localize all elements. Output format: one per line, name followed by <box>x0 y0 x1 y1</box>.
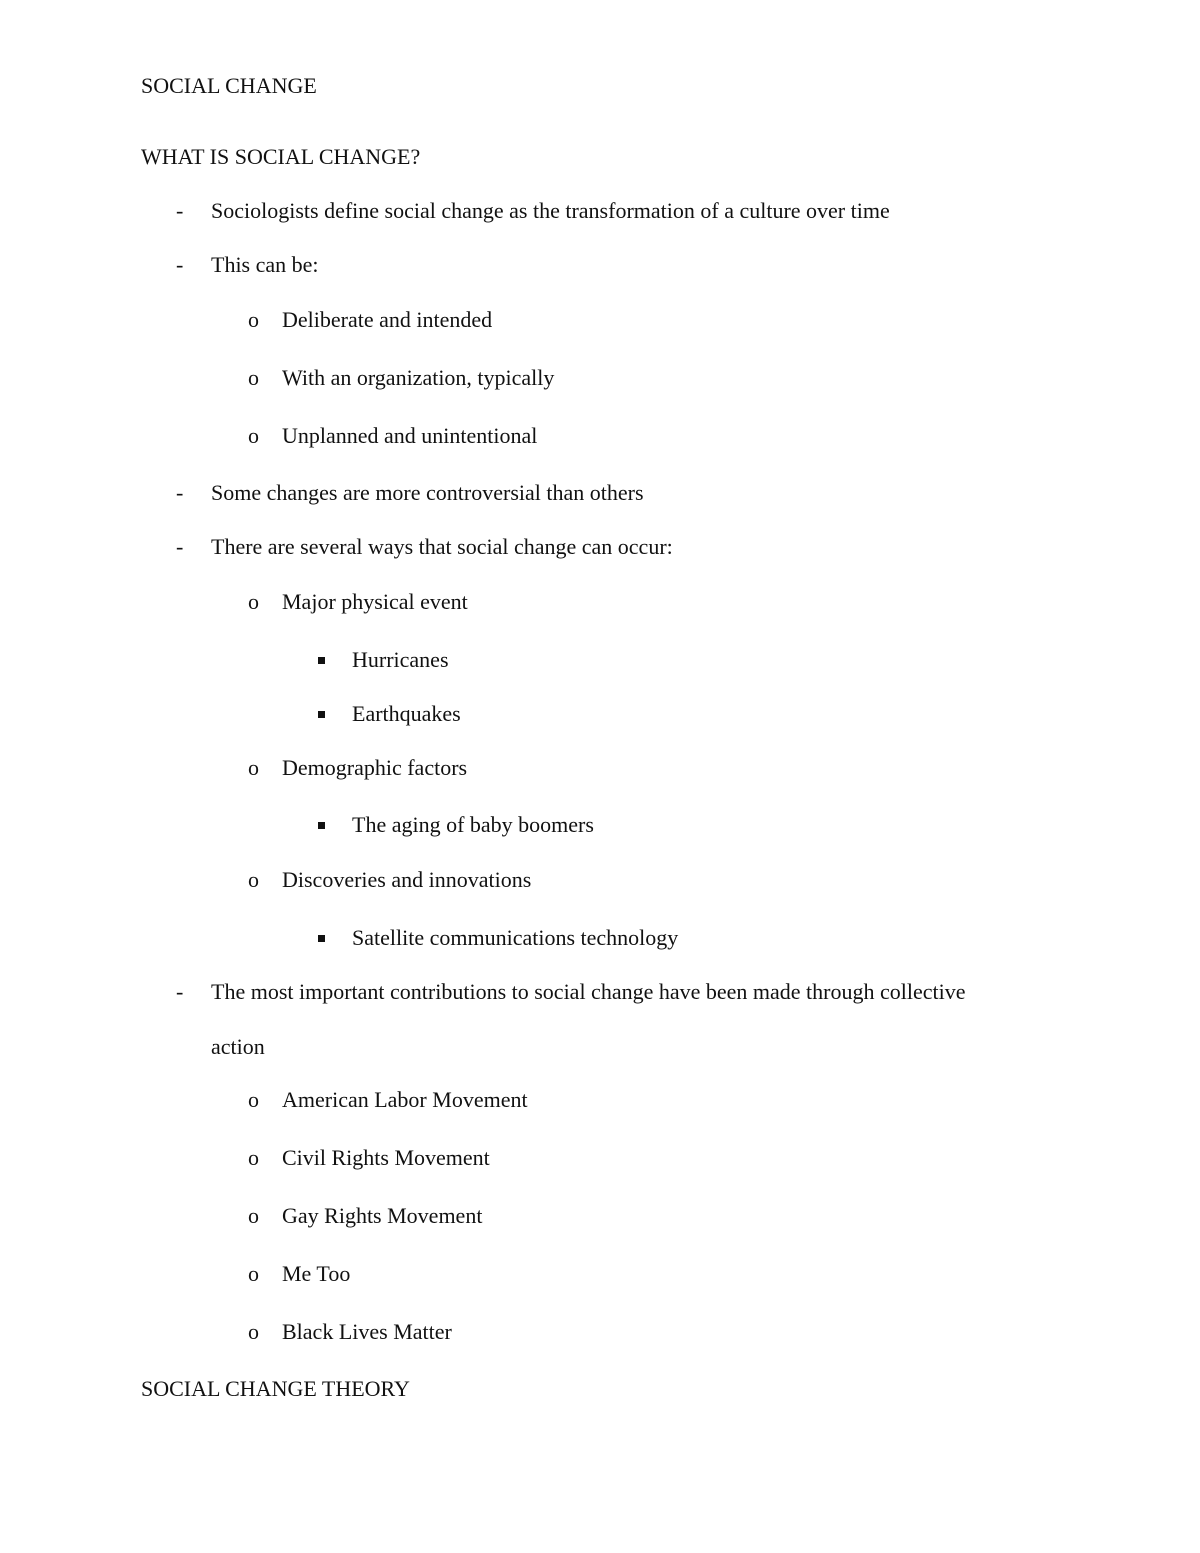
circle-bullet-marker: o <box>248 423 259 448</box>
list-item: Black Lives Matter <box>282 1319 452 1344</box>
list-item: Deliberate and intended <box>282 307 493 332</box>
section-heading-social-change-theory: SOCIAL CHANGE THEORY <box>141 1376 410 1401</box>
circle-bullet-marker: o <box>248 1261 259 1286</box>
list-item: Me Too <box>282 1261 351 1286</box>
list-item: Demographic factors <box>282 755 468 780</box>
circle-bullet-marker: o <box>248 1319 259 1344</box>
circle-bullet-marker: o <box>248 755 259 780</box>
circle-bullet-marker: o <box>248 1145 259 1170</box>
section-heading-what-is-social-change: WHAT IS SOCIAL CHANGE? <box>141 144 421 169</box>
list-item: With an organization, typically <box>282 365 555 390</box>
list-item: The most important contributions to social change have been made through collective <box>211 979 966 1004</box>
list-item: Major physical event <box>282 589 468 614</box>
dash-bullet-marker: - <box>176 534 184 559</box>
list-item: Unplanned and unintentional <box>282 423 538 448</box>
circle-bullet-marker: o <box>248 589 259 614</box>
list-item: Discoveries and innovations <box>282 867 532 892</box>
list-item: Satellite communications technology <box>352 925 679 950</box>
list-item: American Labor Movement <box>282 1087 528 1112</box>
list-item: This can be: <box>211 252 319 277</box>
list-item: The aging of baby boomers <box>352 812 594 837</box>
square-bullet-icon <box>318 701 325 727</box>
circle-bullet-marker: o <box>248 1087 259 1112</box>
square-bullet-icon <box>318 812 325 838</box>
document-title: SOCIAL CHANGE <box>141 73 317 98</box>
square-bullet-icon <box>318 925 325 951</box>
square-bullet-icon <box>318 647 325 673</box>
circle-bullet-marker: o <box>248 307 259 332</box>
circle-bullet-marker: o <box>248 1203 259 1228</box>
list-item: There are several ways that social change can occur: <box>211 534 673 559</box>
list-item-continuation: action <box>211 1034 265 1059</box>
dash-bullet-marker: - <box>176 979 184 1004</box>
dash-bullet-marker: - <box>176 252 184 277</box>
circle-bullet-marker: o <box>248 365 259 390</box>
circle-bullet-marker: o <box>248 867 259 892</box>
list-item: Sociologists define social change as the transformation of a culture over time <box>211 198 890 223</box>
list-item: Some changes are more controversial than others <box>211 480 644 505</box>
list-item: Gay Rights Movement <box>282 1203 483 1228</box>
list-item: Earthquakes <box>352 701 461 726</box>
list-item: Civil Rights Movement <box>282 1145 490 1170</box>
dash-bullet-marker: - <box>176 198 184 223</box>
dash-bullet-marker: - <box>176 480 184 505</box>
list-item: Hurricanes <box>352 647 449 672</box>
